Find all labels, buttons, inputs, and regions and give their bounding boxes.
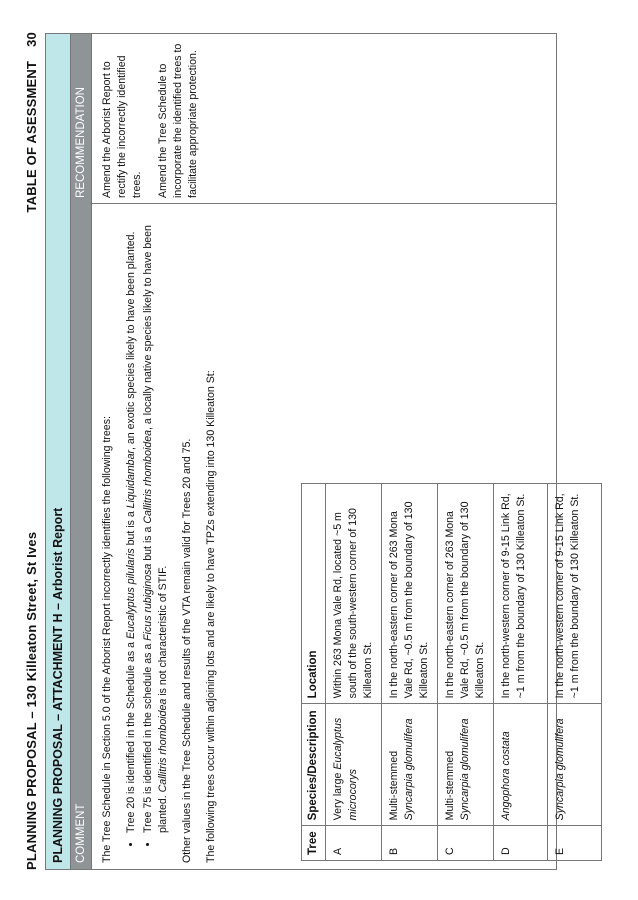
recommendation-column-header: RECOMMENDATION [75,87,87,198]
table-row [382,484,438,861]
species-name: Angophora costata [500,731,512,821]
species-cell [494,704,548,826]
location-cell: In the north-eastern corner of 263 Mona Vale Rd, ~0.5 m from the boundary of 130 Killeaton St. [438,484,494,704]
table-header-row [302,484,326,861]
recommendation-paragraph: Amend the Tree Schedule to incorporate the identified trees to facilitate appropriate protection. [157,43,199,198]
text-run: Multi-stemmed [388,750,400,821]
column-divider [90,203,556,204]
text-run: but is a [142,523,154,564]
location-cell: In the north-western corner of 9-15 Link Rd, ~1 m from the boundary of 130 Killeaton St. [494,484,548,704]
species-name: Eucalyptus pilularis [125,548,137,640]
text-run: Very large [332,769,344,821]
species-name: Callitris rhomboidea [142,430,154,524]
species-name: Liquidambar [125,450,137,509]
species-cell [326,704,382,826]
tree-id: A [326,826,382,861]
text-run: is not characteristic of STIF. [157,565,169,699]
location-cell: In the north-eastern corner of 263 Mona Vale Rd, ~0.5 m from the boundary of 130 Killeaton St. [382,484,438,704]
recommendation-paragraph: Amend the Arborist Report to rectify the incorrectly identified trees. [101,55,143,198]
comment-paragraph: The following trees occur within adjoining lots and are likely to have TPZs extending into 130 Killeaton St: [205,370,217,863]
tree-column-header: Tree [302,826,326,861]
recommendation-body [100,38,212,198]
comment-body [100,213,228,863]
species-name: Syncarpia glomulifera [459,718,471,821]
section-label: TABLE OF ASESSMENT [24,60,39,213]
adjoining-trees-table [301,483,602,861]
species-name: Callitris rhomboidea [157,698,169,793]
species-cell [438,704,494,826]
text-run: Tree 75 is identified in the schedule as a [142,640,154,833]
list-item [124,213,139,833]
list-item [141,213,171,833]
species-name: Ficus rubiginosa [142,563,154,641]
species-cell [548,704,602,826]
comment-intro: The Tree Schedule in Section 5.0 of the Arborist Report incorrectly identifies the following trees: [101,416,113,863]
species-name: Syncarpia glomulifera [403,718,415,821]
text-run: , an exotic species likely to have been planted. [125,231,137,450]
comment-paragraph: Other values in the Tree Schedule and results of the VTA remain valid for Trees 20 and 75. [181,438,193,863]
comment-column-header: COMMENT [75,803,87,863]
location-column-header: Location [302,484,326,704]
section-title: PLANNING PROPOSAL – ATTACHMENT H – Arborist Report [46,34,71,869]
column-header-row [71,34,92,869]
species-name: Eucalyptus microcorys [332,717,359,821]
text-run: but is a [125,508,137,549]
table-row [326,484,382,861]
assessment-frame [45,33,581,870]
text-run: , a locally native species likely to have been planted. [142,225,169,833]
misidentified-trees-list [124,213,171,863]
location-cell: Within 263 Mona Vale Rd, located ~5 m south of the south-western corner of 130 Killeaton St. [326,484,382,704]
tree-id: C [438,826,494,861]
species-column-header: Species/Description [302,704,326,826]
species-name: Syncarpia glomulifera [554,718,566,821]
tree-id: B [382,826,438,861]
table-row [494,484,548,861]
table-row [548,484,602,861]
text-run: Multi-stemmed [444,750,456,821]
species-cell [382,704,438,826]
tree-id: E [548,826,602,861]
page-header-title: PLANNING PROPOSAL – 130 Killeaton Street, St Ives [24,531,39,870]
page-number: 30 [24,32,39,47]
text-run: Tree 20 is identified in the Schedule as a [125,639,137,833]
table-row [438,484,494,861]
tree-id: D [494,826,548,861]
location-cell: In the north-western corner of 9-15 Link Rd, ~1 m from the boundary of 130 Killeaton St. [548,484,602,704]
page-header-right [24,32,39,213]
